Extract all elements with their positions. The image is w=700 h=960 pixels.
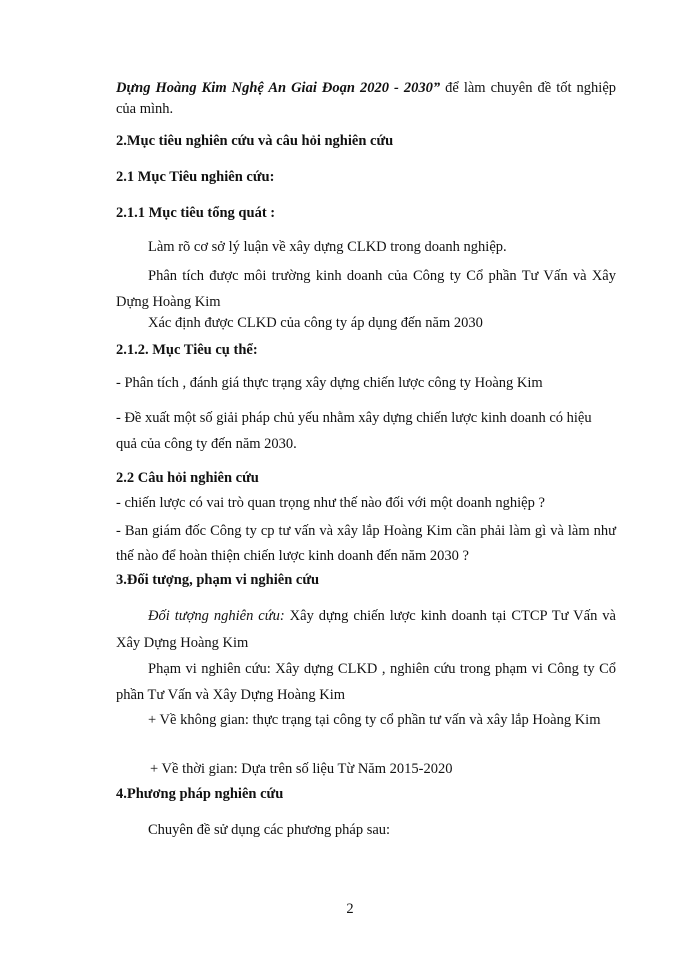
section-2-heading: 2.Mục tiêu nghiên cứu và câu hỏi nghiên cứu [116,133,394,149]
general-objective-1: Làm rõ cơ sở lý luận về xây dựng CLKD trong doanh nghiệp. [148,239,507,255]
research-question-2: - Ban giám đốc Công ty cp tư vấn và xây lắp Hoàng Kim cần phải làm gì và làm như thế nào để hoàn thiện chiến lược kinh doanh đến năm 2030 ? [116,523,616,564]
section-2-1-heading: 2.1 Mục Tiêu nghiên cứu: [116,169,275,185]
research-scope: Phạm vi nghiên cứu: Xây dựng CLKD , nghiên cứu trong phạm vi Công ty Cổ phần Tư Vấn và Xây Dựng Hoàng Kim [116,661,616,703]
specific-objective-2: - Đề xuất một số giải pháp chủ yếu nhằm xây dựng chiến lược kinh doanh có hiệu quả của công ty đến năm 2030. [116,410,592,452]
specific-objective-1: - Phân tích , đánh giá thực trạng xây dựng chiến lược công ty Hoàng Kim [116,375,543,391]
intro-paragraph [116,78,616,120]
section-4-heading: 4.Phương pháp nghiên cứu [116,786,284,802]
section-3-heading: 3.Đối tượng, phạm vi nghiên cứu [116,572,320,588]
research-object-label: Đối tượng nghiên cứu: [148,608,285,624]
research-object-text: Xây dựng chiến lược kinh doanh tại CTCP Tư Vấn và Xây Dựng Hoàng Kim [116,608,616,651]
section-2-2-heading: 2.2 Câu hỏi nghiên cứu [116,470,259,486]
general-objective-3: Xác định được CLKD của công ty áp dụng đến năm 2030 [148,315,483,331]
scope-space: + Về không gian: thực trạng tại công ty cổ phần tư vấn và xây lắp Hoàng Kim [148,712,601,728]
section-2-1-1-heading: 2.1.1 Mục tiêu tổng quát : [116,205,276,221]
scope-time: + Về thời gian: Dựa trên số liệu Từ Năm 2015-2020 [150,761,453,777]
thesis-title: Dựng Hoàng Kim Nghệ An Giai Đoạn 2020 - 2030” [116,80,441,96]
research-object [116,603,616,657]
research-question-1: - chiến lược có vai trò quan trọng như thế nào đối với một doanh nghiệp ? [116,495,545,511]
intro-text: để làm chuyên đề tốt nghiệp của mình. [116,80,617,117]
general-objective-2: Phân tích được môi trường kinh doanh của Công ty Cổ phần Tư Vấn và Xây Dựng Hoàng Kim [116,268,616,310]
section-2-1-2-heading: 2.1.2. Mục Tiêu cụ thể: [116,342,258,358]
page-number: 2 [346,901,354,917]
methods-intro: Chuyên đề sử dụng các phương pháp sau: [148,822,391,838]
